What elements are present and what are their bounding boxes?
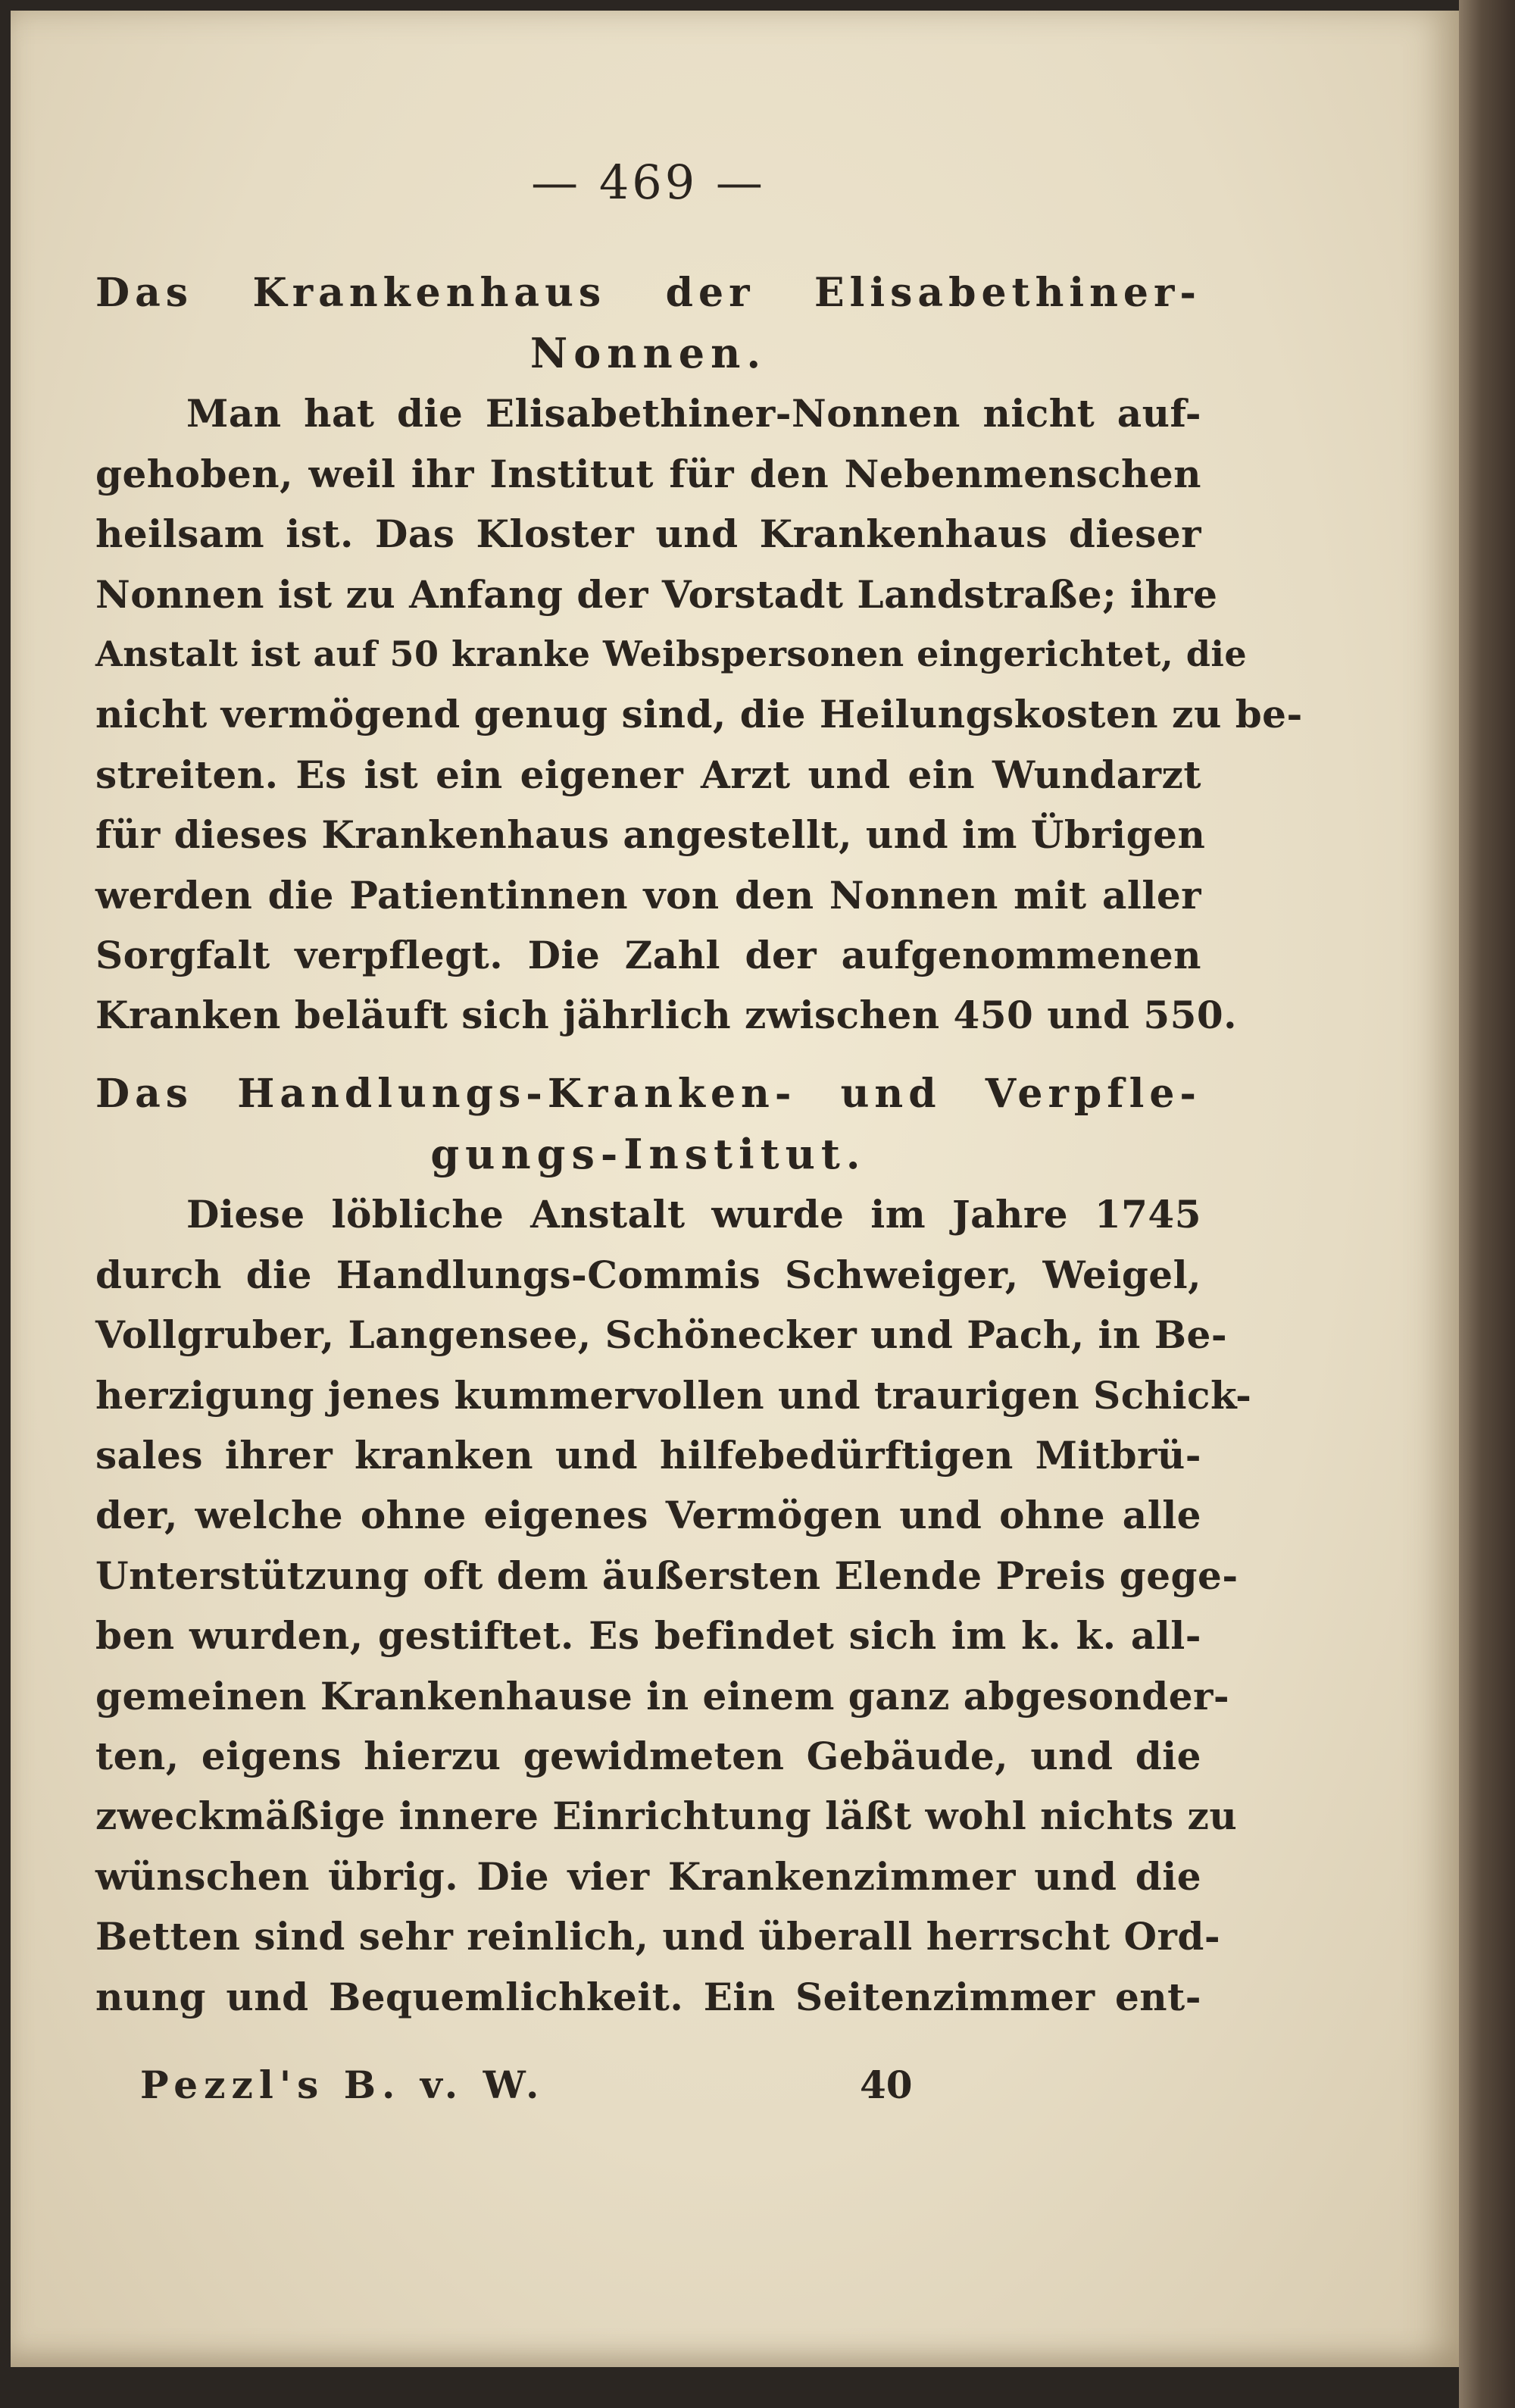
printer-signature: Pezzl's B. v. W. xyxy=(140,2062,545,2107)
text-line: für dieses Krankenhaus angestellt, und im Übrigen xyxy=(95,812,1206,858)
page-number: — 469 — xyxy=(531,155,766,210)
sheet-number: 40 xyxy=(860,2062,913,2107)
text-line: der, welche ohne eigenes Vermögen und ohne alle xyxy=(95,1493,1201,1538)
text-line: herzigung jenes kummervollen und traurigen Schick- xyxy=(95,1372,1252,1418)
text-line: Diese löbliche Anstalt wurde im Jahre 1745 xyxy=(186,1192,1201,1237)
text-line: sales ihrer kranken und hilfebedürftigen Mitbrü- xyxy=(95,1432,1201,1478)
text-line: gehoben, weil ihr Institut für den Nebenmenschen xyxy=(95,451,1201,496)
text-line: Man hat die Elisabethiner-Nonnen nicht auf- xyxy=(186,391,1201,436)
paragraph xyxy=(95,383,1303,1045)
text-line: Sorgfalt verpflegt. Die Zahl der aufgenommenen xyxy=(95,933,1201,978)
text-line: Nonnen ist zu Anfang der Vorstadt Landstraße; ihre xyxy=(95,571,1218,617)
paragraph xyxy=(95,1184,1252,2027)
text-line: Betten sind sehr reinlich, und überall herrscht Ord- xyxy=(95,1914,1221,1959)
text-line: zweckmäßige innere Einrichtung läßt wohl nichts zu xyxy=(95,1793,1238,1839)
title-line: Das Krankenhaus der Elisabethiner- xyxy=(95,270,1201,316)
text-line: ben wurden, gestiftet. Es befindet sich im k. k. all- xyxy=(95,1613,1201,1659)
text-line: Anstalt ist auf 50 kranke Weibspersonen eingerichtet, die xyxy=(95,633,1248,675)
book-page xyxy=(11,11,1459,2367)
text-line: ten, eigens hierzu gewidmeten Gebäude, und die xyxy=(95,1733,1201,1778)
text-line: nicht vermögend genug sind, die Heilungskosten zu be- xyxy=(95,692,1303,737)
text-line: gemeinen Krankenhause in einem ganz abgesonder- xyxy=(95,1673,1230,1718)
text-line: durch die Handlungs-Commis Schweiger, Weigel, xyxy=(95,1252,1201,1297)
text-line: wünschen übrig. Die vier Krankenzimmer und die xyxy=(95,1853,1201,1899)
section-handlungs-institut xyxy=(95,1064,1252,2027)
book-page-edge xyxy=(1459,0,1515,2408)
text-line: heilsam ist. Das Kloster und Krankenhaus dieser xyxy=(95,511,1201,557)
text-line: werden die Patientinnen von den Nonnen mit aller xyxy=(95,872,1201,918)
section-title xyxy=(95,263,1201,383)
text-line: Vollgruber, Langensee, Schönecker und Pach, in Be- xyxy=(95,1312,1228,1358)
page-footer xyxy=(140,2062,1246,2107)
text-line: nung und Bequemlichkeit. Ein Seitenzimmer ent- xyxy=(95,1974,1201,2019)
text-line: streiten. Es ist ein eigener Arzt und ein Wundarzt xyxy=(95,752,1201,797)
title-line: Das Handlungs-Kranken- und Verpfle- xyxy=(95,1070,1201,1117)
section-title xyxy=(95,1064,1201,1184)
title-line: gungs-Institut. xyxy=(430,1130,867,1179)
text-line: Kranken beläuft sich jährlich zwischen 450 und 550. xyxy=(95,993,1238,1038)
title-line: Nonnen. xyxy=(529,329,767,378)
page-content xyxy=(95,155,1303,2027)
text-line: Unterstützung oft dem äußersten Elende Preis gege- xyxy=(95,1553,1239,1598)
section-elisabethiner xyxy=(95,263,1303,1046)
